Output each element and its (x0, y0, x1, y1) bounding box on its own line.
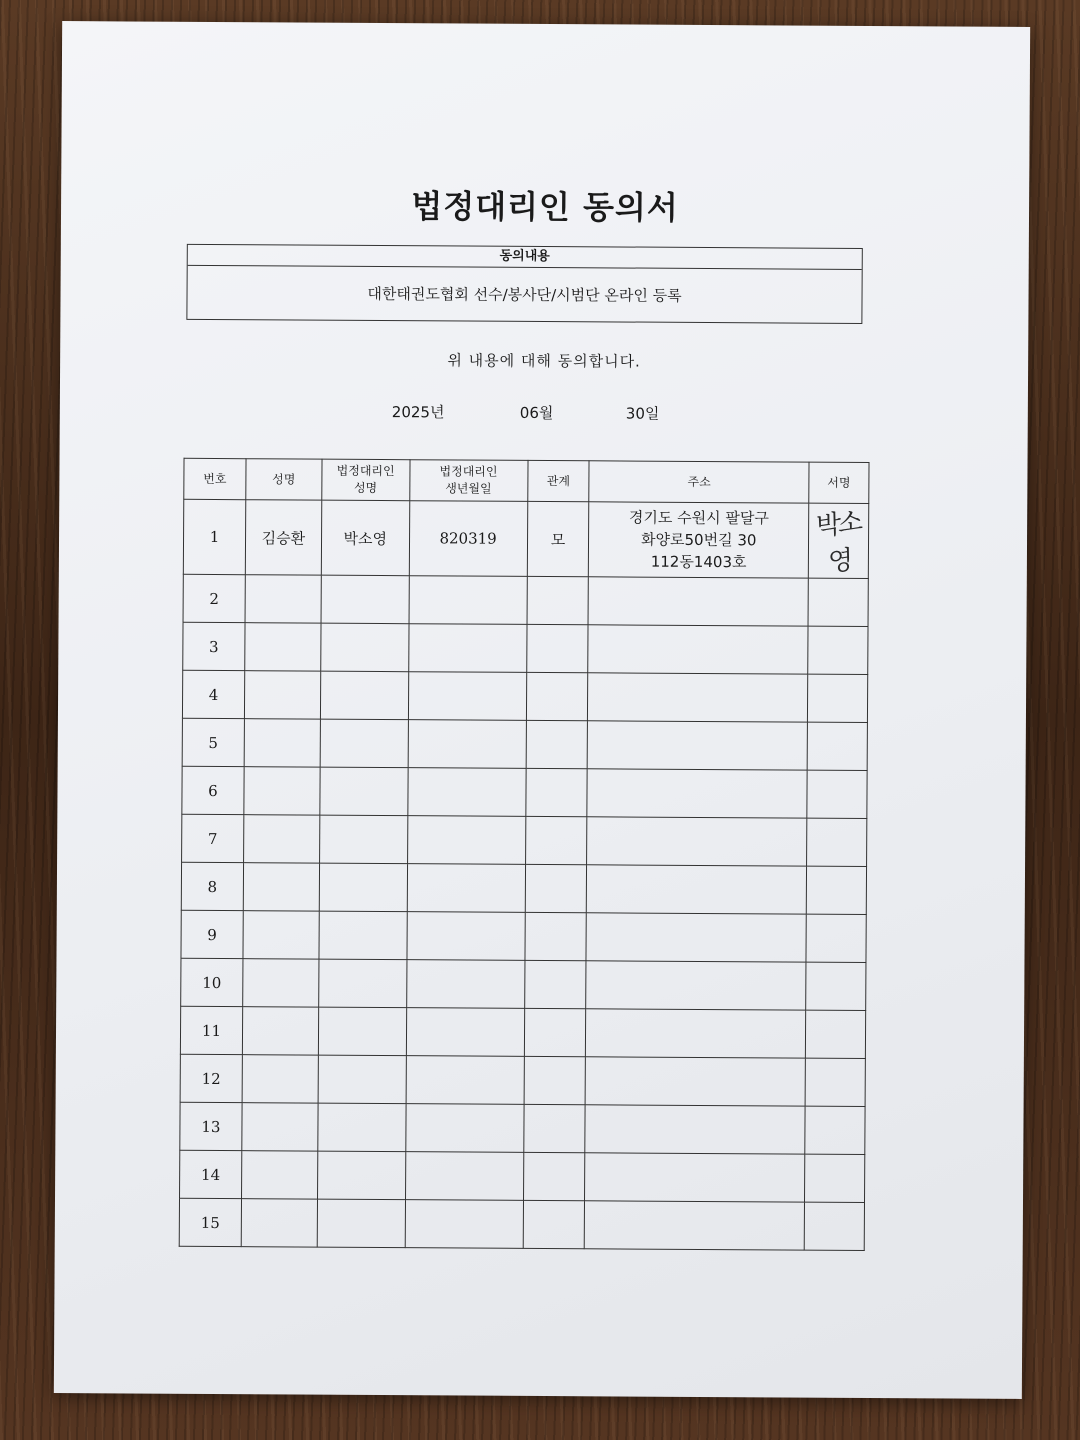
table-row (182, 670, 867, 722)
row-relation: 모 (527, 501, 589, 576)
row-signature (808, 503, 868, 578)
header-guardian-name-line1: 법정대리인 (336, 463, 395, 479)
table-row (181, 958, 866, 1010)
agreement-statement: 위 내용에 대해 동의합니다. (447, 351, 641, 371)
consent-header: 동의내용 (188, 245, 862, 270)
row-number: 6 (182, 766, 244, 814)
row-name: 김승환 (245, 500, 321, 575)
header-signature: 서명 (809, 462, 869, 503)
row-number: 11 (180, 1006, 242, 1054)
row-number: 3 (183, 622, 245, 670)
table-row (181, 862, 866, 914)
document-title: 법정대리인 동의서 (411, 187, 679, 227)
table-row (180, 1150, 865, 1202)
row-number: 5 (182, 718, 244, 766)
row-number: 1 (183, 499, 245, 574)
row-address-line1: 경기도 수원시 팔달구 (628, 508, 769, 528)
row-address-line3: 112동1403호 (650, 552, 747, 572)
header-address: 주소 (589, 461, 809, 503)
row-guardian-birth: 820319 (409, 501, 527, 577)
consent-form-paper (54, 21, 1030, 1399)
row-number: 4 (182, 670, 244, 718)
row-number: 14 (180, 1150, 242, 1198)
row-number: 8 (181, 862, 243, 910)
consent-text: 대한태권도협회 선수/봉사단/시범단 온라인 등록 (367, 284, 682, 305)
handwritten-signature: 박소영 (815, 506, 861, 579)
table-header-row (184, 458, 869, 503)
header-guardian-birth (409, 460, 527, 502)
consent-content-box (186, 244, 862, 324)
table-row (182, 766, 867, 818)
row-guardian-name: 박소영 (321, 500, 409, 576)
table-row (182, 718, 867, 770)
date-year: 2025년 (391, 403, 445, 422)
header-guardian-name-line2: 성명 (353, 480, 378, 495)
table-row (183, 499, 868, 578)
header-guardian-birth-line2: 생년월일 (445, 481, 492, 496)
row-number: 12 (180, 1054, 242, 1102)
row-number: 2 (183, 574, 245, 622)
header-guardian-birth-line1: 법정대리인 (439, 464, 498, 479)
row-number: 15 (179, 1198, 241, 1246)
row-address-line2: 화양로50번길 30 (641, 530, 757, 550)
date-day: 30일 (625, 404, 660, 423)
header-name: 성명 (246, 459, 322, 500)
row-number: 9 (181, 910, 243, 958)
row-address (589, 502, 809, 578)
table-row (180, 1054, 865, 1106)
table-row (183, 622, 868, 674)
date-month: 06월 (519, 403, 554, 423)
row-number: 13 (180, 1102, 242, 1150)
table-row (179, 1198, 864, 1250)
header-guardian-name (322, 459, 410, 501)
header-relation: 관계 (527, 460, 589, 501)
row-number: 7 (182, 814, 244, 862)
guardian-roster-table (179, 458, 870, 1251)
table-row (180, 1102, 865, 1154)
row-number: 10 (181, 958, 243, 1006)
table-row (181, 910, 866, 962)
table-row (180, 1006, 865, 1058)
header-no: 번호 (184, 458, 246, 499)
table-row (183, 574, 868, 626)
table-row (182, 814, 867, 866)
